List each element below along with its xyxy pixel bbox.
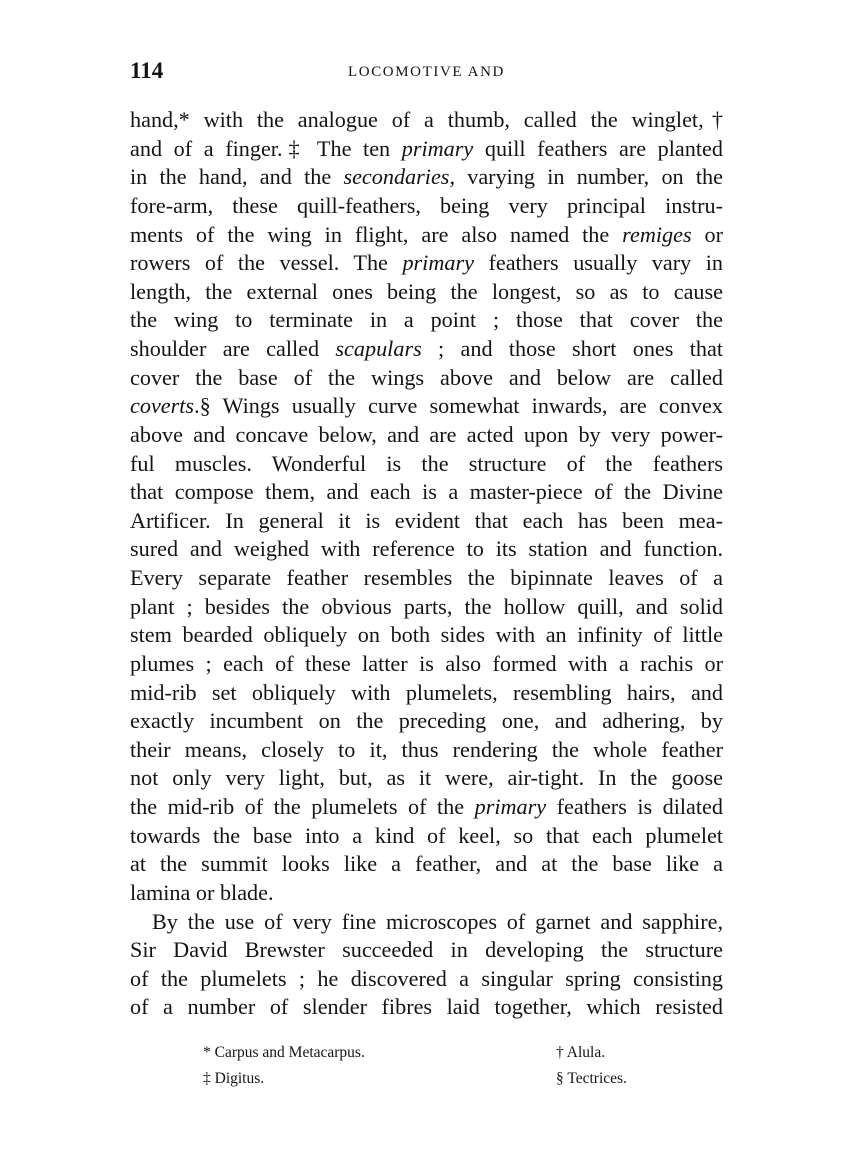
text-line: and of a finger.‡ The ten primary quill feathers are planted [130,135,723,161]
text-line: of the plumelets ; he discovered a singular spring consisting [130,965,723,991]
text-line: towards the base into a kind of keel, so that each plumelet [130,822,723,848]
text-line: of a number of slender fibres laid together, which resisted [130,994,723,1020]
text-line: that compose them, and each is a master-piece of the Divine [130,479,723,505]
text-line: plant ; besides the obvious parts, the hollow quill, and solid [130,593,723,619]
text-line: the wing to terminate in a point ; those that cover the [130,307,723,333]
text-line: Every separate feather resembles the bipinnate leaves of a [130,565,723,590]
text-line: ful muscles. Wonderful is the structure of the feathers [130,450,723,476]
text-line: rowers of the vessel. The primary feathers usually vary in [130,250,724,276]
page-number: 114 [130,58,164,83]
text-line: Sir David Brewster succeeded in developing the structure [130,937,723,963]
footnote-dagger: † Alula. [556,1044,606,1061]
text-line: lamina or blade. [130,879,274,905]
body-text [130,106,723,1022]
page-header [130,58,723,90]
text-line: fore-arm, these quill-feathers, being very principal instru- [130,192,723,218]
text-line: the mid-rib of the plumelets of the primary feathers is dilated [130,794,723,819]
text-line: sured and weighed with reference to its station and function. [130,536,723,562]
text-line: ments of the wing in flight, are also named the remiges or [130,221,723,247]
text-line: hand,* with the analogue of a thumb, called the winglet,† [130,107,723,132]
text-line: coverts.§ Wings usually curve somewhat inwards, are convex [130,393,723,419]
text-line: at the summit looks like a feather, and at the base like a [130,851,723,877]
text-line: not only very light, but, as it were, air-tight. In the goose [130,765,723,791]
text-line: By the use of very fine microscopes of garnet and sapphire, [152,908,723,934]
text-line: stem bearded obliquely on both sides with an infinity of little [130,622,723,648]
text-line: above and concave below, and are acted upon by very power- [130,421,723,447]
text-line: shoulder are called scapulars ; and those short ones that [130,336,723,361]
text-line: cover the base of the wings above and below are called [130,364,723,390]
running-head: LOCOMOTIVE AND [348,64,505,80]
text-line: mid-rib set obliquely with plumelets, resembling hairs, and [130,679,723,705]
text-line: Artificer. In general it is evident that each has been mea- [130,507,723,533]
footnote-asterisk: * Carpus and Metacarpus. [203,1044,365,1061]
text-line: length, the external ones being the longest, so as to cause [130,278,723,304]
paragraph-2 [130,908,723,1023]
text-line: in the hand, and the secondaries, varying in number, on the [130,164,723,190]
text-line: exactly incumbent on the preceding one, and adhering, by [130,708,723,734]
paragraph-1 [130,106,723,908]
text-line: their means, closely to it, thus rendering the whole feather [130,736,723,762]
text-line: plumes ; each of these latter is also formed with a rachis or [130,650,723,676]
footnote-section: § Tectrices. [556,1070,627,1087]
footnote-double-dagger: ‡ Digitus. [203,1070,265,1087]
